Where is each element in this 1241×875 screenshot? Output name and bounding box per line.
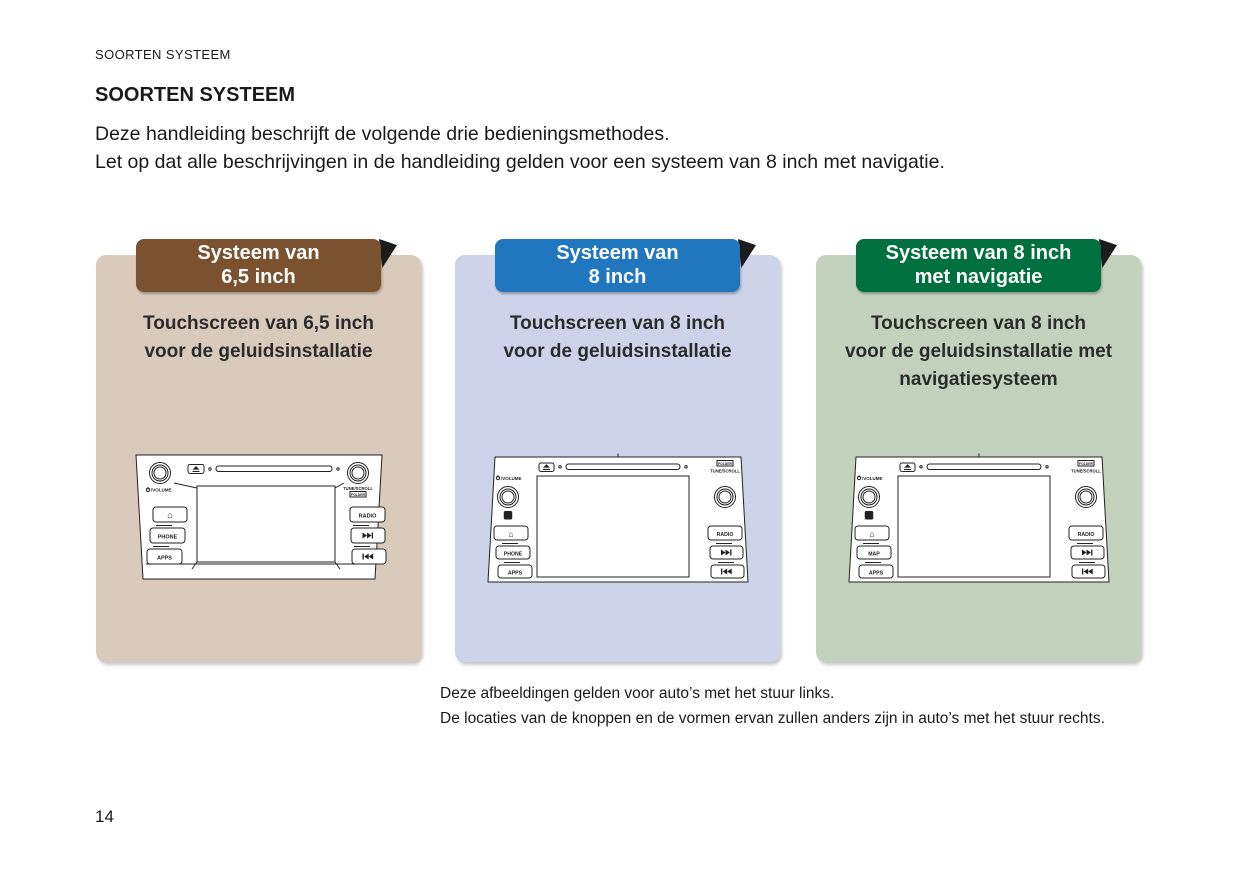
panel-tab-6-5-inch xyxy=(136,239,381,292)
panel-system-8-inch-nav xyxy=(816,242,1141,662)
panel-system-6-5-inch xyxy=(96,242,421,662)
ribbon-fold xyxy=(738,239,756,268)
volume-knob-label: /VOLUME xyxy=(861,476,883,481)
description-line-2: voor de geluidsinstallatie xyxy=(144,341,373,362)
radio-button-label: RADIO xyxy=(1077,531,1094,538)
ribbon-fold xyxy=(1099,239,1117,268)
panel-description xyxy=(455,310,780,366)
phone-button-label: PHONE xyxy=(157,534,177,541)
intro-line-2: Let op dat alle beschrijvingen in de handleiding gelden voor een systeem van 8 inch met navigatie. xyxy=(95,150,945,173)
apps-button-label: APPS xyxy=(156,555,172,562)
head-unit-illustration-6-5-inch xyxy=(126,452,392,582)
intro-text xyxy=(95,121,945,176)
footnote-line-2: De locaties van de knoppen en de vormen ervan zullen anders zijn in auto’s met het stuur rechts. xyxy=(440,709,1105,727)
running-header: SOORTEN SYSTEEM xyxy=(95,47,231,62)
folder-label: FOLDER xyxy=(1078,461,1093,466)
map-button-label: MAP xyxy=(867,551,880,558)
description-line-1: Touchscreen van 6,5 inch xyxy=(143,313,374,334)
home-icon: ⌂ xyxy=(507,529,514,539)
head-unit-illustration-8-inch-nav xyxy=(841,452,1117,585)
description-line-2: voor de geluidsinstallatie met xyxy=(844,341,1113,362)
panel-tab-8-inch xyxy=(495,239,740,292)
apps-button-label: APPS xyxy=(507,570,522,577)
tune-scroll-label: TUNE/SCROLL xyxy=(342,485,373,491)
folder-label: FOLDER xyxy=(350,492,365,497)
tab-line-1: Systeem van 8 inch xyxy=(885,242,1072,264)
tab-line-1: Systeem van xyxy=(556,242,679,264)
folder-label: FOLDER xyxy=(717,461,732,466)
volume-knob-label: /VOLUME xyxy=(150,487,172,493)
phone-button-label: PHONE xyxy=(503,551,522,558)
page-number: 14 xyxy=(95,807,114,826)
description-line-1: Touchscreen van 8 inch xyxy=(870,313,1087,334)
home-icon: ⌂ xyxy=(166,510,173,520)
tab-line-2: 6,5 inch xyxy=(221,265,296,288)
panel-description xyxy=(816,310,1141,394)
nfc-mark-label: N xyxy=(505,513,510,520)
tab-line-2: met navigatie xyxy=(914,265,1043,288)
description-line-1: Touchscreen van 8 inch xyxy=(509,313,726,334)
ribbon-fold xyxy=(379,239,397,268)
page-title: SOORTEN SYSTEEM xyxy=(95,84,296,106)
head-unit-illustration-8-inch xyxy=(480,452,756,585)
panel-tab-8-inch-nav xyxy=(856,239,1101,292)
description-line-3: navigatiesysteem xyxy=(899,369,1058,390)
tune-scroll-label: TUNE/SCROLL xyxy=(1070,468,1101,474)
volume-knob-label: /VOLUME xyxy=(500,476,522,481)
panel-system-8-inch xyxy=(455,242,780,662)
radio-button-label: RADIO xyxy=(358,513,376,520)
nfc-mark-label: N xyxy=(866,513,871,520)
footnote-line-1: Deze afbeeldingen gelden voor auto’s met het stuur links. xyxy=(440,685,835,702)
tab-line-2: 8 inch xyxy=(588,265,647,288)
apps-button-label: APPS xyxy=(868,570,883,577)
description-line-2: voor de geluidsinstallatie xyxy=(503,341,732,362)
tab-line-1: Systeem van xyxy=(197,242,320,264)
radio-button-label: RADIO xyxy=(716,531,733,538)
tune-scroll-label: TUNE/SCROLL xyxy=(709,468,740,474)
home-icon: ⌂ xyxy=(868,529,875,539)
intro-line-1: Deze handleiding beschrijft de volgende drie bedieningsmethodes. xyxy=(95,123,670,145)
footnote xyxy=(440,682,1105,731)
panel-description xyxy=(96,310,421,366)
